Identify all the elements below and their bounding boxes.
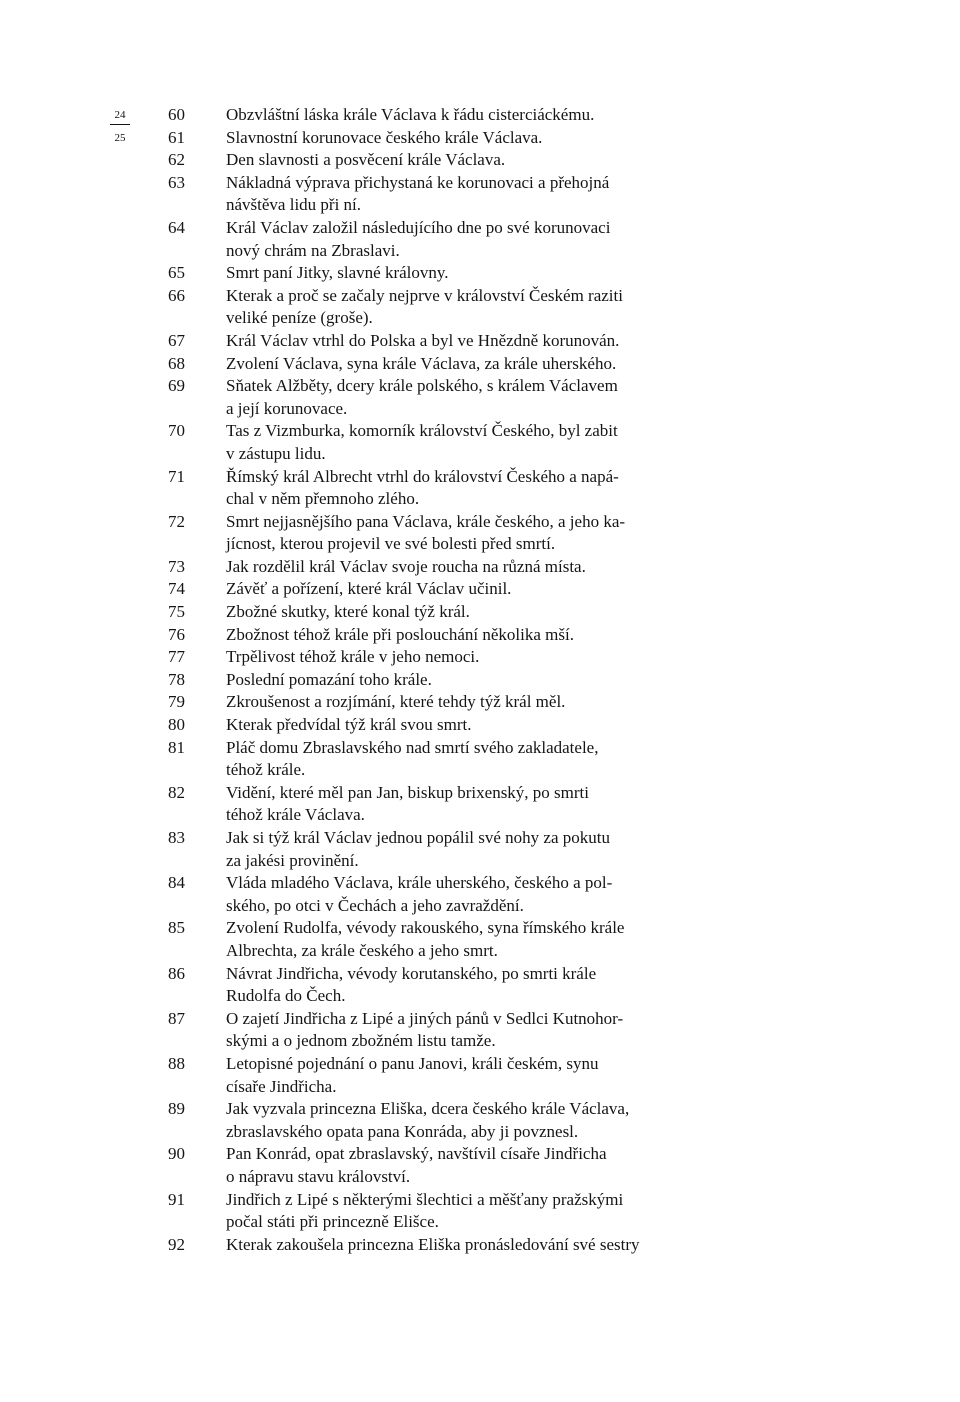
list-item: [168, 1189, 728, 1234]
chapter-number: 90: [168, 1144, 185, 1164]
chapter-title: Jak si týž král Václav jednou popálil své nohy za pokutu za jakési provinění.: [226, 828, 610, 870]
chapter-number: 67: [168, 330, 185, 350]
list-item: [168, 578, 728, 601]
chapter-title: Návrat Jindřicha, vévody korutanského, po smrti krále Rudolfa do Čech.: [226, 963, 597, 1006]
list-item: [168, 262, 728, 285]
chapter-title: Obzvláštní láska krále Václava k řádu cisterciáckému.: [226, 105, 595, 124]
list-item: [168, 624, 728, 647]
chapter-title: Zkroušenost a rozjímání, které tehdy týž král měl.: [226, 692, 566, 712]
chapter-title: Trpělivost téhož krále v jeho nemoci.: [226, 647, 480, 667]
list-item: [168, 149, 728, 172]
list-item: [168, 466, 728, 511]
chapter-number: 92: [168, 1234, 185, 1254]
list-item: [168, 104, 728, 127]
chapter-title: Kterak předvídal týž král svou smrt.: [226, 715, 472, 735]
list-item: [168, 1143, 728, 1188]
chapter-title: Král Václav vtrhl do Polska a byl ve Hnězdně korunován.: [226, 330, 620, 350]
chapter-title: Smrt paní Jitky, slavné královny.: [226, 263, 449, 283]
list-item: [168, 669, 728, 692]
chapter-number: 83: [168, 828, 185, 847]
chapter-title: Zvolení Rudolfa, vévody rakouského, syna římského krále Albrechta, za krále českého a jeho smrt.: [226, 918, 625, 960]
chapter-number: 74: [168, 579, 185, 599]
list-item: [168, 511, 728, 556]
folio-top: 24: [110, 108, 130, 125]
chapter-number: 77: [168, 647, 185, 667]
list-item: [168, 172, 728, 217]
chapter-number: 72: [168, 511, 185, 531]
chapter-title: Vidění, které měl pan Jan, biskup brixenský, po smrti téhož krále Václava.: [226, 782, 590, 825]
list-item: [168, 1098, 728, 1143]
chapter-title: Zbožnost téhož krále při poslouchání několika mší.: [226, 624, 574, 644]
chapter-title: Závěť a pořízení, které král Václav učinil.: [226, 579, 512, 599]
chapter-title: Kterak zakoušela princezna Eliška pronásledování své sestry: [226, 1234, 640, 1254]
chapter-title: Zbožné skutky, které konal týž král.: [226, 602, 470, 622]
list-item: [168, 217, 728, 262]
chapter-number: 86: [168, 963, 185, 983]
chapter-title: Smrt nejjasnějšího pana Václava, krále českého, a jeho ka- jícnost, kterou projevil ve své bolesti před smrtí.: [226, 511, 626, 554]
chapter-number: 61: [168, 127, 185, 147]
chapter-title: Kterak a proč se začaly nejprve v království Českém raziti veliké peníze (groše).: [226, 285, 623, 328]
chapter-number: 69: [168, 376, 185, 396]
chapter-title: Pan Konrád, opat zbraslavský, navštívil císaře Jindřicha o nápravu stavu království.: [226, 1144, 607, 1186]
list-item: [168, 375, 728, 420]
list-item: [168, 330, 728, 353]
list-item: [168, 737, 728, 782]
chapter-title: Letopisné pojednání o panu Janovi, králi českém, synu císaře Jindřicha.: [226, 1053, 599, 1096]
chapter-number: 68: [168, 353, 185, 373]
chapter-number: 85: [168, 918, 185, 938]
list-item: [168, 353, 728, 376]
chapter-title: O zajetí Jindřicha z Lipé a jiných pánů v Sedlci Kutnohor- skými a o jednom zbožném listu tamže.: [226, 1008, 624, 1051]
chapter-number: 84: [168, 873, 185, 893]
chapter-number: 64: [168, 217, 185, 237]
chapter-number: 89: [168, 1099, 185, 1119]
list-item: [168, 285, 728, 330]
list-item: [168, 601, 728, 624]
chapter-number: 63: [168, 172, 185, 192]
chapter-number: 82: [168, 782, 185, 802]
chapter-title: Zvolení Václava, syna krále Václava, za krále uherského.: [226, 353, 617, 373]
table-of-contents: [168, 104, 728, 1256]
chapter-number: 91: [168, 1189, 185, 1209]
chapter-number: 78: [168, 669, 185, 689]
chapter-title: Jak rozdělil král Václav svoje roucha na různá místa.: [226, 556, 586, 576]
chapter-number: 81: [168, 737, 185, 757]
list-item: [168, 917, 728, 962]
list-item: [168, 1234, 728, 1257]
list-item: [168, 646, 728, 669]
chapter-title: Pláč domu Zbraslavského nad smrtí svého zakladatele, téhož krále.: [226, 737, 599, 780]
chapter-number: 70: [168, 421, 185, 441]
chapter-title: Nákladná výprava přichystaná ke korunovaci a přehojná návštěva lidu při ní.: [226, 172, 610, 215]
chapter-number: 80: [168, 715, 185, 735]
chapter-number: 75: [168, 602, 185, 622]
chapter-title: Sňatek Alžběty, dcery krále polského, s králem Václavem a její korunovace.: [226, 376, 618, 418]
chapter-title: Jindřich z Lipé s některými šlechtici a měšťany pražskými počal státi při princezně Elišce.: [226, 1189, 624, 1232]
list-item: [168, 1008, 728, 1053]
chapter-number: 60: [168, 105, 185, 124]
chapter-number: 87: [168, 1008, 185, 1028]
chapter-title: Vláda mladého Václava, krále uherského, českého a pol- ského, po otci v Čechách a jeho zavraždění.: [226, 873, 613, 915]
chapter-title: Den slavnosti a posvěcení krále Václava.: [226, 150, 506, 170]
list-item: [168, 556, 728, 579]
chapter-number: 62: [168, 150, 185, 170]
list-item: [168, 714, 728, 737]
list-item: [168, 127, 728, 150]
chapter-number: 71: [168, 466, 185, 486]
chapter-number: 65: [168, 263, 185, 283]
chapter-title: Tas z Vizmburka, komorník království Českého, byl zabit v zástupu lidu.: [226, 421, 618, 463]
list-item: [168, 1053, 728, 1098]
chapter-title: Poslední pomazání toho krále.: [226, 669, 432, 689]
chapter-title: Jak vyzvala princezna Eliška, dcera českého krále Václava, zbraslavského opata pana Konráda, aby ji povznesl.: [226, 1099, 630, 1141]
folio-bottom: 25: [114, 132, 126, 144]
list-item: [168, 827, 728, 872]
chapter-number: 76: [168, 624, 185, 644]
list-item: [168, 691, 728, 714]
list-item: [168, 782, 728, 827]
chapter-number: 88: [168, 1053, 185, 1073]
list-item: [168, 420, 728, 465]
folio-marker: [110, 108, 130, 145]
list-item: [168, 872, 728, 917]
list-item: [168, 963, 728, 1008]
chapter-title: Král Václav založil následujícího dne po své korunovaci nový chrám na Zbraslavi.: [226, 217, 611, 260]
chapter-title: Římský král Albrecht vtrhl do království Českého a napá- chal v něm přemnoho zlého.: [226, 466, 619, 509]
chapter-title: Slavnostní korunovace českého krále Václava.: [226, 127, 543, 147]
chapter-number: 66: [168, 285, 185, 305]
chapter-number: 79: [168, 692, 185, 712]
chapter-number: 73: [168, 556, 185, 576]
